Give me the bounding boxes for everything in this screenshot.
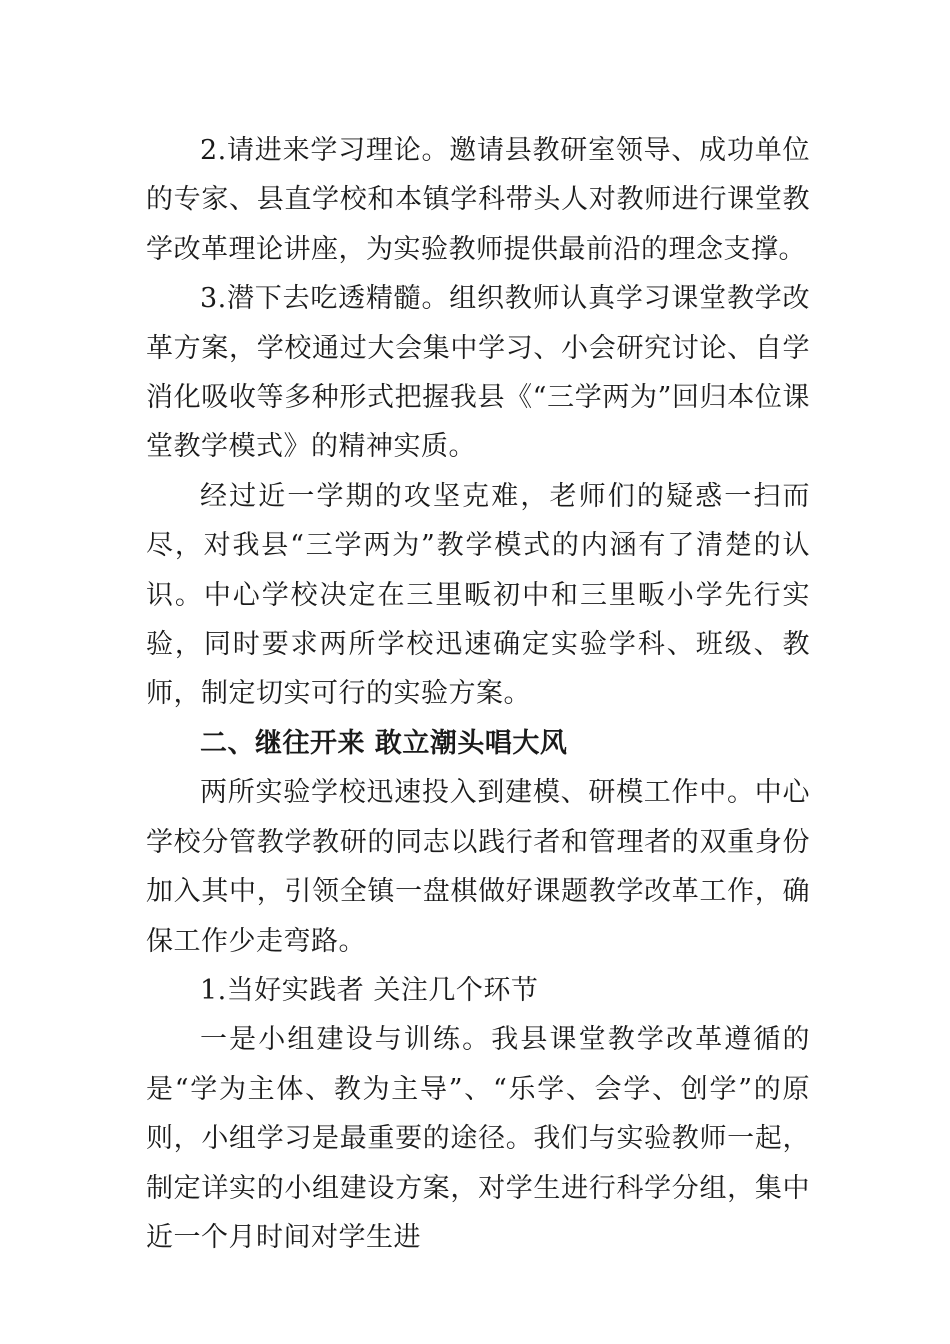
paragraph-invite-theory: 2.请进来学习理论。邀请县教研室领导、成功单位的专家、县直学校和本镇学科带头人对教师进行课堂教学改革理论讲座，为实验教师提供最前沿的理念支撑。: [146, 135, 810, 265]
subheading-practitioner: 1.当好实践者 关注几个环节: [200, 974, 539, 1006]
paragraph-group-building: 一是小组建设与训练。我县课堂教学改革遵循的是“学为主体、教为主导”、“乐学、会学、创学”的原则，小组学习是最重要的途径。我们与实验教师一起，制定详实的小组建设方案，对学生进行科学分组，集中近一个月时间对学生进: [146, 1024, 810, 1253]
document-body: [146, 126, 810, 1262]
paragraph-modeling-work: 两所实验学校迅速投入到建模、研模工作中。中心学校分管教学教研的同志以践行者和管理者的双重身份加入其中，引领全镇一盘棋做好课题教学改革工作，确保工作少走弯路。: [146, 777, 810, 957]
paragraph-study-essence: 3.潜下去吃透精髓。组织教师认真学习课堂教学改革方案，学校通过大会集中学习、小会研究讨论、自学消化吸收等多种形式把握我县《“三学两为”回归本位课堂教学模式》的精神实质。: [146, 283, 810, 463]
section-heading: 二、继往开来 敢立潮头唱大风: [200, 727, 568, 759]
paragraph-experiment-decision: 经过近一学期的攻坚克难，老师们的疑惑一扫而尽，对我县“三学两为”教学模式的内涵有了清楚的认识。中心学校决定在三里畈初中和三里畈小学先行实验，同时要求两所学校迅速确定实验学科、班级、教师，制定切实可行的实验方案。: [146, 480, 810, 710]
